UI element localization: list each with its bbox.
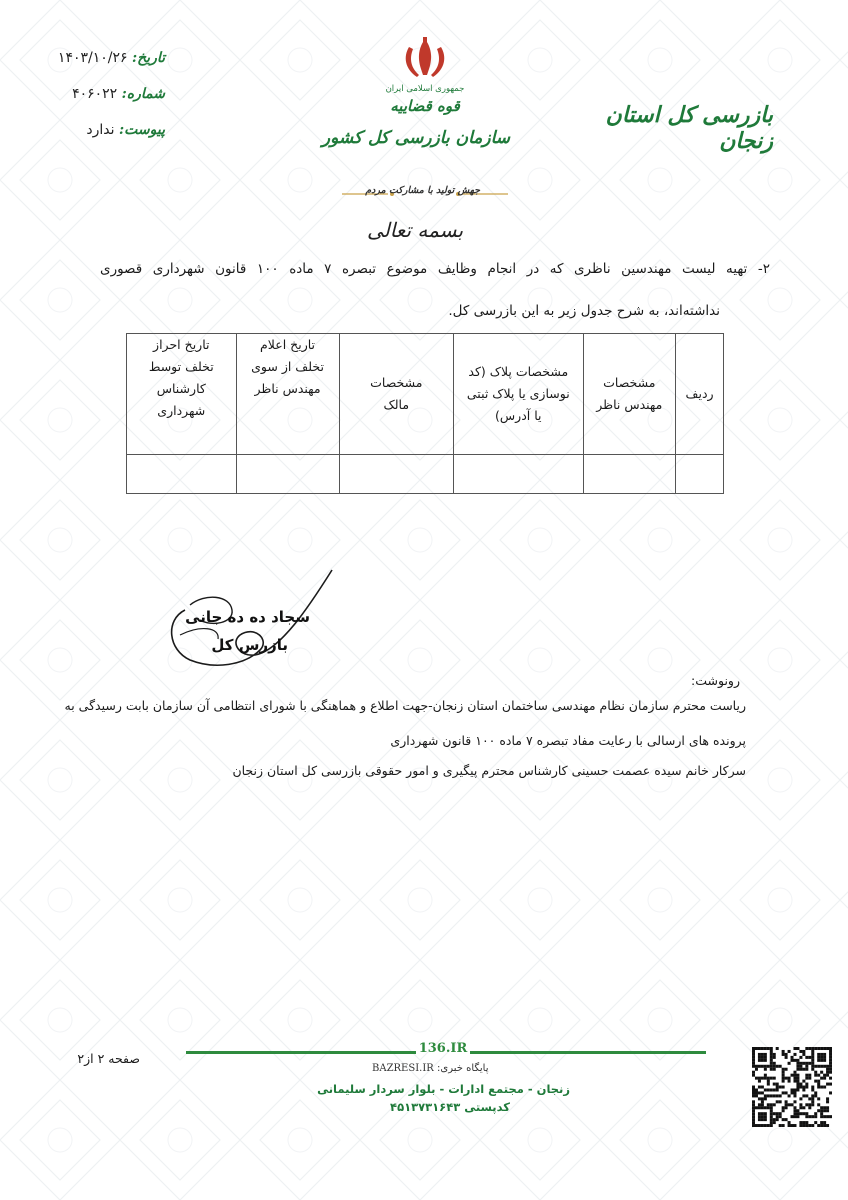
header-owner-info: مشخصات مالک <box>339 334 454 455</box>
attachment-label: پیوست: <box>119 122 165 138</box>
province-office-title: بازرسی کل استان زنجان <box>605 102 773 154</box>
number-value: ۴۰۶۰۲۲ <box>72 86 118 102</box>
table-cell <box>676 455 724 494</box>
header-row-number: ردیف <box>676 334 724 455</box>
table-cell <box>583 455 676 494</box>
table-cell <box>454 455 583 494</box>
page-number: صفحه ۲ از۲ <box>77 1051 140 1066</box>
header-verify-date: تاریخ احراز تخلف توسط کارشناس شهرداری <box>127 334 237 455</box>
signatory-title: بازرس کل <box>211 636 288 654</box>
republic-line: جمهوری اسلامی ایران <box>385 84 465 94</box>
header-plate-info: مشخصات پلاک (کد نوسازی یا پلاک ثبتی یا آدرس) <box>454 334 583 455</box>
number-row <box>30 86 165 102</box>
number-label: شماره: <box>121 86 165 102</box>
footer-address: زنجان - مجتمع ادارات - بلوار سردار سلیمانی <box>317 1082 570 1096</box>
paragraph-line-2: نداشته‌اند، به شرح جدول زیر به این بازرسی کل. <box>448 303 720 319</box>
postal-label: کدپستی <box>464 1100 510 1114</box>
table-empty-row <box>127 455 724 494</box>
date-label: تاریخ: <box>131 50 165 66</box>
bismillah: بسمه تعالی <box>366 218 464 242</box>
postal-row <box>375 1100 525 1114</box>
cc-line-2: پرونده های ارسالی با رعایت مفاد تبصره ۷ ماده ۱۰۰ قانون شهرداری <box>390 733 746 748</box>
table-cell <box>127 455 237 494</box>
footer-line-right <box>470 1051 706 1054</box>
engineers-table <box>126 333 724 494</box>
iran-emblem-icon <box>395 35 455 83</box>
table-header-row <box>127 334 724 455</box>
attachment-value: ندارد <box>86 122 115 138</box>
paragraph-line-1: ۲- تهیه لیست مهندسین ناظری که در انجام وظایف موضوع تبصره ۷ ماده ۱۰۰ قانون شهرداری قصوری <box>100 261 770 277</box>
header-engineer-info: مشخصات مهندس ناظر <box>583 334 676 455</box>
website-row <box>372 1063 520 1074</box>
qr-code-icon <box>752 1047 832 1127</box>
postal-code: ۴۵۱۳۷۳۱۶۴۳ <box>390 1100 461 1114</box>
header-report-date: تاریخ اعلام تخلف از سوی مهندس ناظر <box>236 334 339 455</box>
cc-line-1: ریاست محترم سازمان نظام مهندسی ساختمان استان زنجان-جهت اطلاع و هماهنگی با شورای انتظامی آن سازمان بابت رسیدگی به <box>64 698 746 713</box>
attachment-row <box>30 122 165 138</box>
organization-title: سازمان بازرسی کل کشور <box>321 128 510 148</box>
signatory-name: سجاد ده ده جانی <box>185 608 310 626</box>
date-row <box>30 50 165 66</box>
website-label: پایگاه خبری: <box>437 1063 489 1074</box>
table-cell <box>236 455 339 494</box>
date-value: ۱۴۰۳/۱۰/۲۶ <box>57 50 128 66</box>
cc-label: رونوشت: <box>691 673 740 688</box>
phone-short: 136.IR <box>418 1041 468 1056</box>
slogan: جهش تولید با مشارکت مردم <box>365 185 480 196</box>
website[interactable]: BAZRESI.IR <box>372 1063 434 1074</box>
cc-line-3: سرکار خانم سیده عصمت حسینی کارشناس محترم پیگیری و امور حقوقی بازرسی کل استان زنجان <box>232 763 746 778</box>
footer-line-left <box>186 1051 416 1054</box>
judiciary-title: قوه قضاییه <box>390 97 460 115</box>
table-cell <box>339 455 454 494</box>
